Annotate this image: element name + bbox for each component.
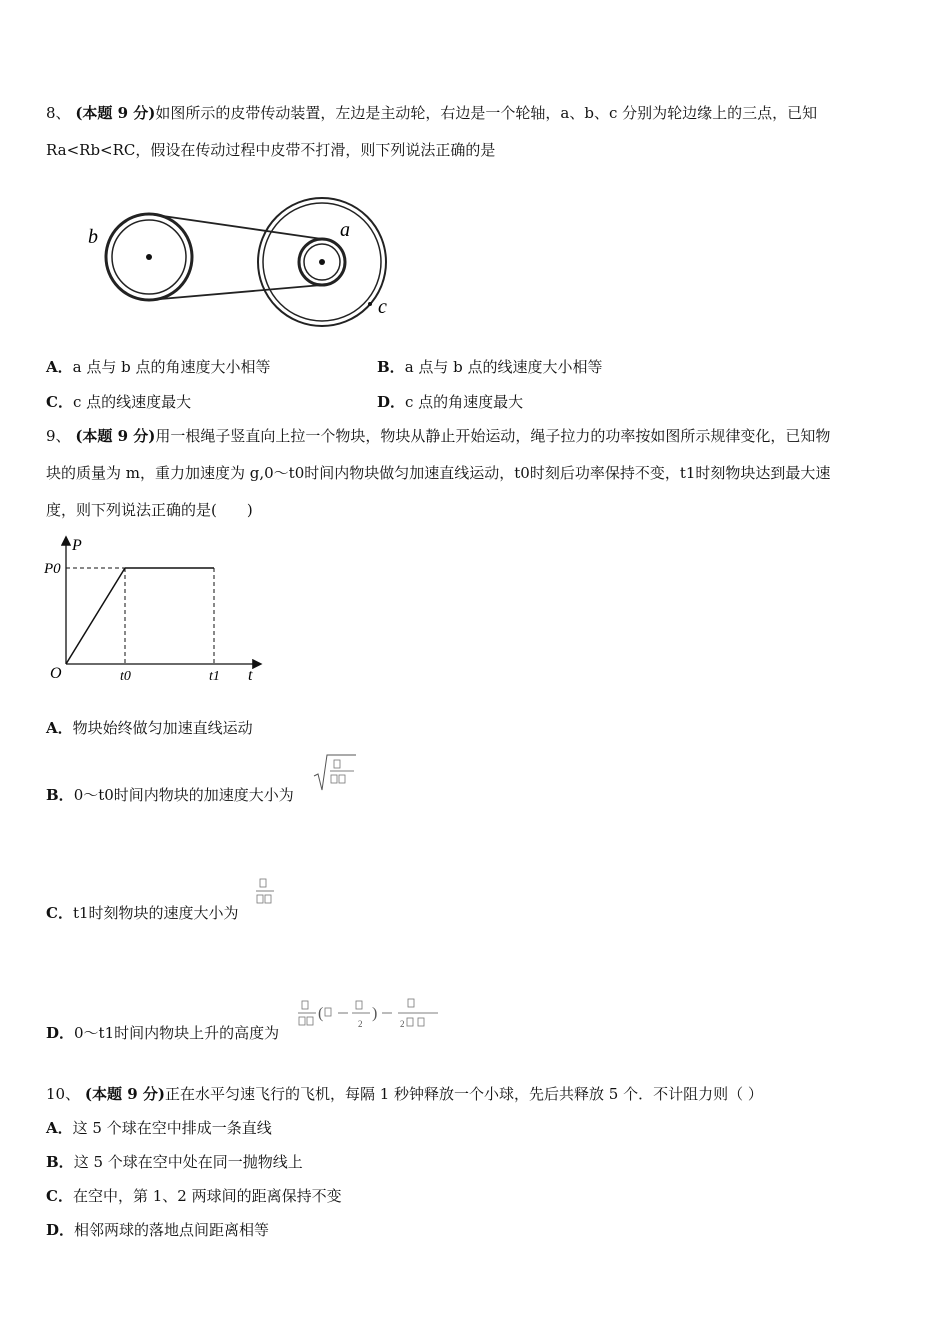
q9-number: 9、 — [46, 427, 71, 445]
q8-option-b[interactable]: B．a 点与 b 点的线速度大小相等 — [377, 358, 603, 376]
q8-text-line1: 如图所示的皮带传动装置，左边是主动轮，右边是一个轮轴，a、b、c 分别为轮边缘上的三点，已知 — [155, 104, 818, 122]
svg-text:2: 2 — [400, 1019, 405, 1029]
q9-option-d[interactable]: D．0～t1时间内物块上升的高度为 — [46, 1024, 280, 1042]
q9-text-line1: 用一根绳子竖直向上拉一个物块，物块从静止开始运动，绳子拉力的功率按如图所示规律变化，已知物 — [155, 427, 831, 445]
q8-stem-line2: Ra<Rb<RC，假设在传动过程中皮带不打滑，则下列说法正确的是 — [46, 141, 496, 159]
y-axis-label: P — [72, 537, 82, 554]
q10-text: 正在水平匀速飞行的飞机，每隔 1 秒钟释放一个小球，先后共释放 5 个．不计阻力则（ ） — [164, 1085, 763, 1103]
q9-option-c-formula — [254, 876, 278, 910]
t0-label: t0 — [120, 669, 131, 684]
q9-option-d-formula — [296, 998, 446, 1034]
q10-stem — [46, 1084, 763, 1104]
q9-stem-line2: 块的质量为 m，重力加速度为 g,0～t0时间内物块做匀加速直线运动，t0时刻后功率保持不变，t1时刻物块达到最大速 — [46, 464, 831, 482]
q9-score: (本题 9 分) — [75, 427, 156, 445]
q8-option-a[interactable]: A．a 点与 b 点的角速度大小相等 — [46, 358, 271, 376]
q8-number: 8、 — [46, 104, 71, 122]
svg-text:): ) — [372, 1005, 378, 1022]
q10-score: (本题 9 分) — [84, 1085, 165, 1103]
ramp-line — [66, 568, 125, 664]
label-a: a — [340, 219, 350, 241]
left-wheel-center — [146, 254, 152, 260]
q10-option-c[interactable]: C．在空中，第 1、2 两球间的距离保持不变 — [46, 1187, 342, 1205]
q9-option-b-formula — [312, 752, 358, 794]
svg-text:(: ( — [318, 1005, 324, 1022]
q10-option-a[interactable]: A．这 5 个球在空中排成一条直线 — [46, 1119, 272, 1137]
q9-option-b[interactable]: B．0～t0时间内物块的加速度大小为 — [46, 786, 294, 804]
q8-belt-pulley-figure — [80, 180, 410, 330]
t1-label: t1 — [209, 669, 220, 684]
label-b: b — [88, 226, 98, 248]
q9-option-a[interactable]: A．物块始终做匀加速直线运动 — [46, 719, 253, 737]
x-axis-label: t — [248, 667, 253, 684]
q10-option-b[interactable]: B．这 5 个球在空中处在同一抛物线上 — [46, 1153, 303, 1171]
q8-option-c[interactable]: C．c 点的线速度最大 — [46, 393, 192, 411]
right-wheel-center — [319, 259, 325, 265]
q9-stem-line1 — [46, 426, 830, 446]
q10-option-d[interactable]: D．相邻两球的落地点间距离相等 — [46, 1221, 270, 1239]
q8-stem-line1 — [46, 103, 817, 123]
q9-stem-line3: 度，则下列说法正确的是( ) — [46, 501, 253, 519]
point-c-dot — [368, 302, 372, 306]
q8-option-d[interactable]: D．c 点的角速度最大 — [377, 393, 524, 411]
q9-option-c[interactable]: C．t1时刻物块的速度大小为 — [46, 904, 239, 922]
belt-top — [149, 214, 322, 239]
origin-label: O — [50, 665, 62, 682]
label-c: c — [378, 296, 387, 318]
svg-text:2: 2 — [358, 1019, 363, 1029]
q8-score: (本题 9 分) — [75, 104, 156, 122]
q10-number: 10、 — [46, 1085, 81, 1103]
p0-label: P0 — [44, 561, 61, 577]
q9-power-time-graph — [40, 530, 270, 690]
